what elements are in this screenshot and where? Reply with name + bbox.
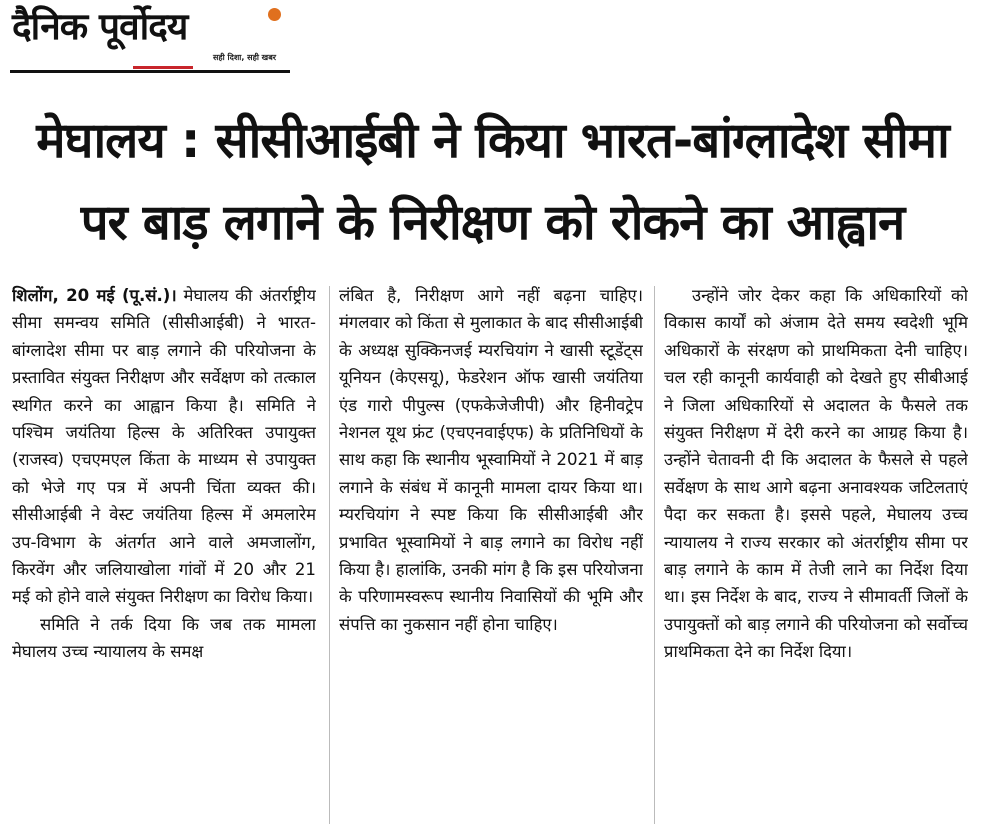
article-paragraph: समिति ने तर्क दिया कि जब तक मामला मेघालय उच्च न्यायालय के समक्ष [12, 614, 316, 662]
column-divider [329, 286, 330, 824]
masthead-red-strip [133, 66, 193, 69]
masthead-rule [10, 70, 290, 73]
article-paragraph: उन्होंने जोर देकर कहा कि अधिकारियों को विकास कार्यों को अंजाम देते समय स्वदेशी भूमि अधिकारों के संरक्षण को प्राथमिकता देनी चाहिए। चल रही कानूनी कार्यवाही को देखते हुए सीबीआई ने जिला अधिकारियों से अदालत के फैसले तक संयुक्त निरीक्षण में देरी करने का आग्रह किया है। उन्होंने चेतावनी दी कि अदालत के फैसले से पहले सर्वेक्षण के साथ आगे बढ़ना अनावश्यक जटिलताएं पैदा कर सकता है। इससे पहले, मेघालय उच्च न्यायालय ने राज्य सरकार को अंतर्राष्ट्रीय सीमा पर बाड़ लगाने के काम में तेजी लाने का निर्देश दिया था। इस निर्देश के बाद, राज्य ने सीमावर्ती जिलों के उपायुक्तों को बाड़ लगाने की परियोजना को सर्वोच्च प्राथमिकता देने का निर्देश दिया। [664, 286, 968, 662]
dateline: शिलोंग, 20 मई (पू.सं.)। [12, 286, 177, 305]
masthead-title: दैनिक पूर्वोदय [12, 5, 188, 48]
article-body [12, 282, 972, 827]
article-column-1 [12, 282, 316, 827]
article-column-3 [664, 282, 968, 827]
headline [20, 100, 965, 264]
masthead-tagline: सही दिशा, सही खबर [213, 53, 277, 62]
article-paragraph: लंबित है, निरीक्षण आगे नहीं बढ़ना चाहिए। मंगलवार को किंता से मुलाकात के बाद सीसीआईबी के अध्यक्ष सुक्किनजई म्यरचियांग ने खासी स्टूडेंट्स यूनियन (केएसयू), फेडरेशन ऑफ खासी जयंतिया एंड गारो पीपुल्स (एफकेजेजीपी) और हिनीवट्रेप नेशनल यूथ फ्रंट (एचएनवाईएफ) के प्रतिनिधियों के साथ कहा कि स्थानीय भूस्वामियों ने 2021 में बाड़ लगाने के संबंध में कानूनी मामला दायर किया था। म्यरचियांग ने स्पष्ट किया कि सीसीआईबी और प्रभावित भूस्वामियों ने बाड़ लगाने का विरोध नहीं किया है। हालांकि, उनकी मांग है कि इस परियोजना के परिणामस्वरूप स्थानीय निवासियों की भूमि और संपत्ति का नुकसान नहीं होना चाहिए। [339, 286, 643, 634]
column-divider [654, 286, 655, 824]
headline-line-1: मेघालय : सीसीआईबी ने किया भारत-बांग्लादेश सीमा [36, 112, 949, 169]
article-paragraph-text: मेघालय की अंतर्राष्ट्रीय सीमा समन्वय समिति (सीसीआईबी) ने भारत-बांग्लादेश सीमा पर बाड़ लगाने की परियोजना के प्रस्तावित संयुक्त निरीक्षण और सर्वेक्षण को तत्काल स्थगित करने का आह्वान किया है। समिति ने पश्चिम जयंतिया हिल्स के अतिरिक्त उपायुक्त (राजस्व) एचएमएल किंता के माध्यम से उपायुक्त को भेजे गए पत्र में अपनी चिंता व्यक्त की। सीसीआईबी ने वेस्ट जयंतिया हिल्स में अमलारेम उप-विभाग के अंतर्गत आने वाले अमजालोंग, किरवेंग और जलियाखोला गांवों में 20 और 21 मई को होने वाले संयुक्त निरीक्षण का विरोध किया। [12, 286, 316, 607]
masthead [8, 0, 290, 74]
article-column-2 [339, 282, 643, 827]
masthead-sun-icon [268, 8, 281, 21]
headline-line-2: पर बाड़ लगाने के निरीक्षण को रोकने का आह्वान [80, 194, 905, 251]
article-paragraph [12, 282, 316, 611]
